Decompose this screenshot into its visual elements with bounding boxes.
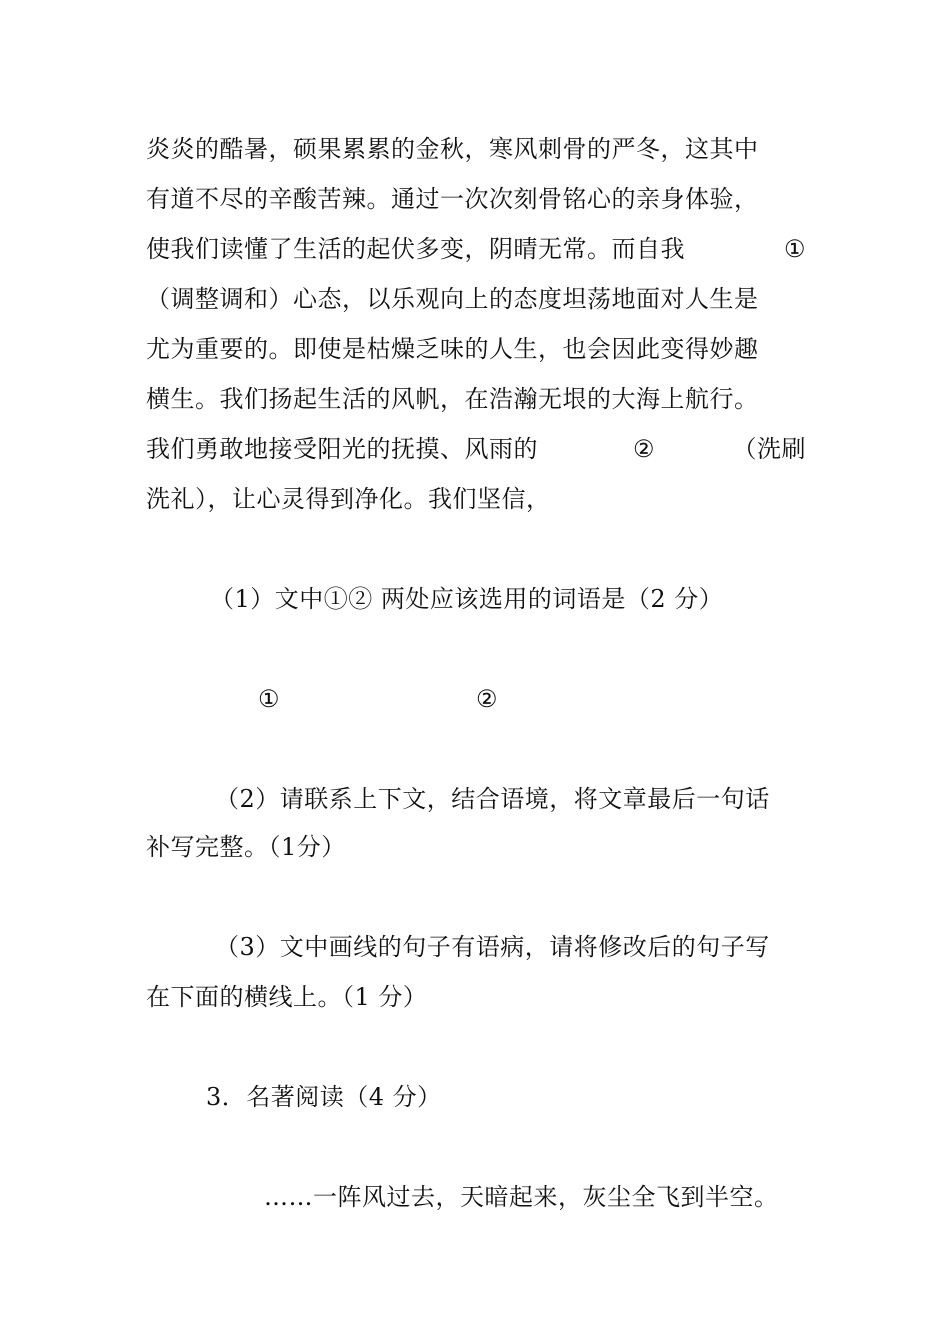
- passage-line-2: 有道不尽的辛酸苦辣。通过一次次刻骨铭心的亲身体验，: [146, 185, 759, 213]
- passage-line-4: （调整调和）心态，以乐观向上的态度坦荡地面对人生是: [146, 285, 759, 313]
- question-1-prompt: （1）文中①② 两处应该选用的词语是（2 分）: [210, 585, 724, 613]
- passage-line-7-option: （洗刷: [732, 435, 806, 463]
- answer-mark-1: ①: [258, 685, 281, 713]
- blank-mark-2: ②: [633, 435, 656, 463]
- passage-line-6: 横生。我们扬起生活的风帆，在浩瀚无垠的大海上航行。: [146, 385, 759, 413]
- passage-line-5: 尤为重要的。即使是枯燥乏味的人生，也会因此变得妙趣: [146, 335, 759, 363]
- passage-line-3: [146, 234, 806, 264]
- question-2-line-2: 补写完整。（1分）: [146, 833, 346, 861]
- passage-line-7: [146, 434, 806, 464]
- passage-line-8: 洗礼），让心灵得到净化。我们坚信，: [146, 485, 551, 513]
- section-3-heading: 3．名著阅读（4 分）: [206, 1083, 442, 1111]
- passage-line-3-text: 使我们读懂了生活的起伏多变，阴晴无常。而自我: [146, 235, 685, 263]
- question-3-line-2: 在下面的横线上。（1 分）: [146, 983, 428, 1011]
- passage-line-7-text: 我们勇敢地接受阳光的抚摸、风雨的: [146, 435, 538, 463]
- passage-line-1: 炎炎的酷暑，硕果累累的金秋，寒风刺骨的严冬，这其中: [146, 135, 759, 163]
- question-3-line-1: （3）文中画线的句子有语病，请将修改后的句子写: [215, 933, 770, 961]
- question-2-line-1: （2）请联系上下文，结合语境，将文章最后一句话: [215, 785, 770, 813]
- section-3-excerpt: ……一阵风过去，天暗起来，灰尘全飞到半空。: [264, 1183, 779, 1211]
- answer-mark-2: ②: [476, 685, 499, 713]
- blank-mark-1: ①: [783, 235, 806, 263]
